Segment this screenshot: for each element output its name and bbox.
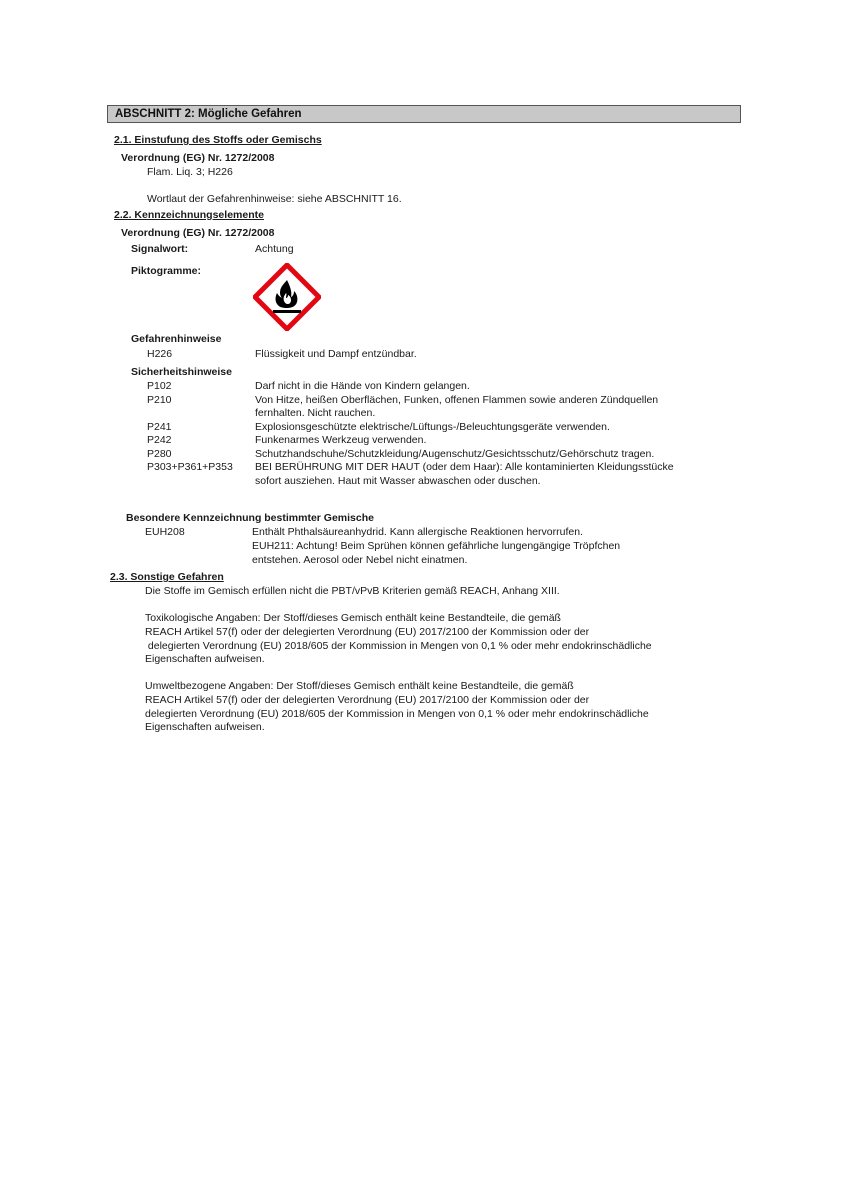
regulation-2-1: Verordnung (EG) Nr. 1272/2008 [121,152,275,164]
env-line1: Umweltbezogene Angaben: Der Stoff/dieses Gemisch enthält keine Bestandteile, die gemäß [145,680,574,692]
env-line4: Eigenschaften aufweisen. [145,721,265,733]
p280-code: P280 [147,448,172,460]
p102-code: P102 [147,380,172,392]
tox-line4: Eigenschaften aufweisen. [145,653,265,665]
env-line2: REACH Artikel 57(f) oder der delegierten Verordnung (EU) 2017/2100 der Kommission oder der [145,694,590,706]
p241-code: P241 [147,421,172,433]
hazard-code: H226 [147,348,173,360]
section-header [107,105,741,123]
wording-note: Wortlaut der Gefahrenhinweise: siehe ABSCHNITT 16. [147,193,402,205]
p242-text: Funkenarmes Werkzeug verwenden. [255,434,427,446]
hazard-text: Flüssigkeit und Dampf entzündbar. [255,348,417,360]
regulation-2-2: Verordnung (EG) Nr. 1272/2008 [121,227,275,239]
heading-2-2: 2.2. Kennzeichnungselemente [114,209,264,221]
p102-text: Darf nicht in die Hände von Kindern gelangen. [255,380,470,392]
p280-text: Schutzhandschuhe/Schutzkleidung/Augenschutz/Gesichtsschutz/Gehörschutz tragen. [255,448,655,460]
tox-line1: Toxikologische Angaben: Der Stoff/dieses Gemisch enthält keine Bestandteile, die gemäß [145,612,561,624]
p303-text-line1: BEI BERÜHRUNG MIT DER HAUT (oder dem Haar): Alle kontaminierten Kleidungsstücke [255,461,674,473]
env-line3: delegierten Verordnung (EU) 2018/605 der Kommission in Mengen von 0,1 % oder mehr endokrinschädliche [145,708,649,720]
p210-code: P210 [147,394,172,406]
safety-statements-label: Sicherheitshinweise [131,366,232,378]
p303-code: P303+P361+P353 [147,461,233,473]
p241-text: Explosionsgeschützte elektrische/Lüftungs-/Beleuchtungsgeräte verwenden. [255,421,610,433]
euh208-code: EUH208 [145,526,185,538]
heading-2-3: 2.3. Sonstige Gefahren [110,571,224,583]
tox-line2: REACH Artikel 57(f) oder der delegierten Verordnung (EU) 2017/2100 der Kommission oder der [145,626,590,638]
flame-ghs-icon [253,263,321,331]
classification: Flam. Liq. 3; H226 [147,166,233,178]
signal-word-label: Signalwort: [131,243,189,255]
hazard-statements-label: Gefahrenhinweise [131,333,222,345]
p210-text-line1: Von Hitze, heißen Oberflächen, Funken, offenen Flammen sowie anderen Zündquellen [255,394,659,406]
section-title: ABSCHNITT 2: Mögliche Gefahren [115,108,302,120]
tox-line3: delegierten Verordnung (EU) 2018/605 der Kommission in Mengen von 0,1 % oder mehr endokrinschädliche [145,640,652,652]
euh211-text-line2: entstehen. Aerosol oder Nebel nicht einatmen. [252,554,468,566]
p303-text-line2: sofort ausziehen. Haut mit Wasser abwaschen oder duschen. [255,475,541,487]
p210-text-line2: fernhalten. Nicht rauchen. [255,407,376,419]
special-labelling-label: Besondere Kennzeichnung bestimmter Gemische [126,512,374,524]
heading-2-1: 2.1. Einstufung des Stoffs oder Gemischs [114,134,322,146]
signal-word-value: Achtung [255,243,294,255]
pbt-statement: Die Stoffe im Gemisch erfüllen nicht die PBT/vPvB Kriterien gemäß REACH, Anhang XIII. [145,585,560,597]
p242-code: P242 [147,434,172,446]
euh211-text-line1: EUH211: Achtung! Beim Sprühen können gefährliche lungengängige Tröpfchen [252,540,621,552]
pictograms-label: Piktogramme: [131,265,202,277]
euh208-text: Enthält Phthalsäureanhydrid. Kann allergische Reaktionen hervorrufen. [252,526,583,538]
